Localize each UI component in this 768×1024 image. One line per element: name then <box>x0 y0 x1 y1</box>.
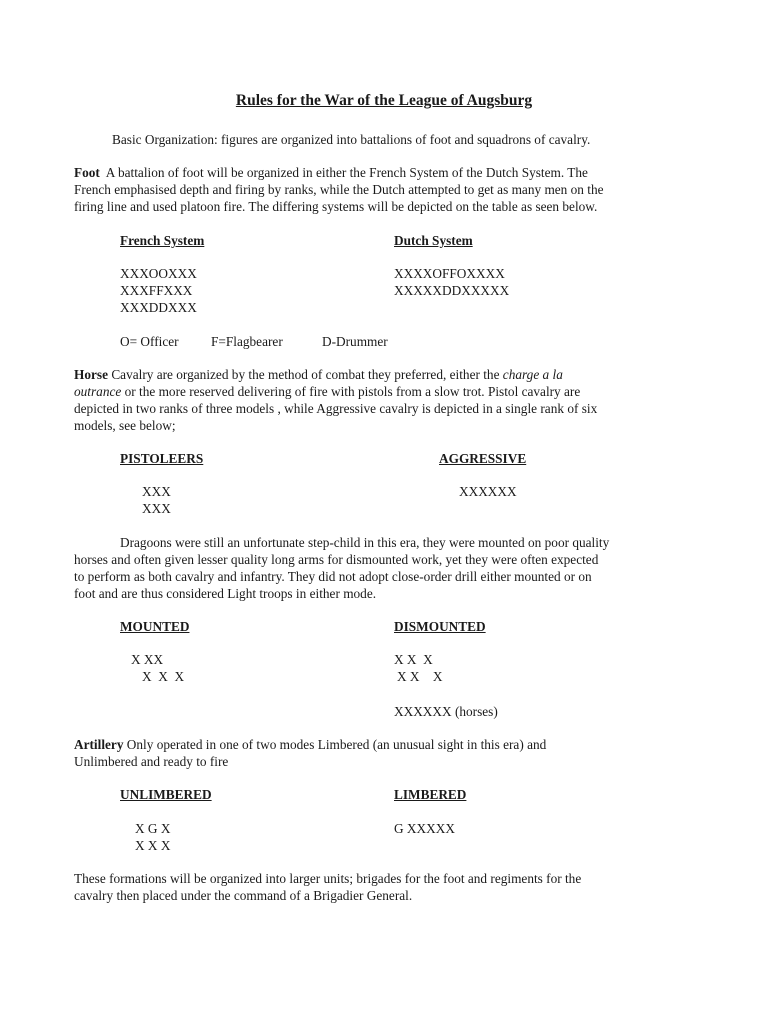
limbered-row-1: G XXXXX <box>394 821 455 836</box>
dutch-row-1: XXXXOFFOXXXX <box>394 266 505 281</box>
mounted-label: MOUNTED <box>120 619 190 634</box>
dragoons-paragraph-line-2: horses and often given lesser quality long arms for dismounted work, yet they were often expected <box>74 552 599 567</box>
dragoons-paragraph-line-1: Dragoons were still an unfortunate step-child in this era, they were mounted on poor quality <box>120 535 610 550</box>
foot-heading: Foot <box>74 165 100 180</box>
aggressive-row-1: XXXXXX <box>459 484 517 499</box>
artillery-heading: Artillery <box>74 737 124 752</box>
aggressive-label: AGGRESSIVE <box>439 451 527 466</box>
mounted-row-1: X XX <box>131 652 164 667</box>
closing-paragraph-line-1: These formations will be organized into larger units; brigades for the foot and regiments for the <box>74 871 582 886</box>
closing-paragraph-line-2: cavalry then placed under the command of a Brigadier General. <box>74 888 413 903</box>
dragoons-paragraph-line-4: foot and are thus considered Light troops in either mode. <box>74 586 377 601</box>
legend-drummer: D-Drummer <box>322 334 388 349</box>
foot-paragraph-line-2: French emphasised depth and firing by ranks, while the Dutch attempted to get as many men on the <box>74 182 604 197</box>
artillery-paragraph-line-1: Artillery Only operated in one of two modes Limbered (an unusual sight in this era) and <box>74 737 547 752</box>
intro-paragraph: Basic Organization: figures are organized into battalions of foot and squadrons of cavalry. <box>112 132 591 147</box>
limbered-label: LIMBERED <box>394 787 467 802</box>
dragoons-paragraph-line-3: to perform as both cavalry and infantry. They did not adopt close-order drill either mounted or on <box>74 569 592 584</box>
french-row-1: XXXOOXXX <box>120 266 197 281</box>
unlimbered-row-1: X G X <box>135 821 171 836</box>
pistoleers-label: PISTOLEERS <box>120 451 204 466</box>
document-title: Rules for the War of the League of Augsburg <box>235 92 533 109</box>
legend-flagbearer: F=Flagbearer <box>211 334 283 349</box>
horse-paragraph-line-2: outrance or the more reserved delivering of fire with pistols from a slow trot. Pistol cavalry are <box>74 384 581 399</box>
dismounted-label: DISMOUNTED <box>394 619 486 634</box>
pistoleers-row-1: XXX <box>142 484 171 499</box>
pistoleers-row-2: XXX <box>142 501 171 516</box>
horse-heading: Horse <box>74 367 108 382</box>
horse-paragraph-line-1: Horse Cavalry are organized by the method of combat they preferred, either the charge a la <box>74 367 563 382</box>
dismounted-row-1: X X X <box>394 652 433 667</box>
dutch-system-label: Dutch System <box>394 233 473 248</box>
horse-paragraph-line-4: models, see below; <box>74 418 176 433</box>
unlimbered-label: UNLIMBERED <box>120 787 212 802</box>
foot-paragraph-line-1: Foot A battalion of foot will be organized in either the French System of the Dutch System. The <box>74 165 588 180</box>
dismounted-horses: XXXXXX (horses) <box>394 704 498 719</box>
horse-paragraph-line-3: depicted in two ranks of three models , while Aggressive cavalry is depicted in a single rank of six <box>74 401 598 416</box>
artillery-paragraph-line-2: Unlimbered and ready to fire <box>74 754 229 769</box>
french-row-2: XXXFFXXX <box>120 283 193 298</box>
foot-paragraph-line-3: firing line and used platoon fire. The differing systems will be depicted on the table as seen below. <box>74 199 598 214</box>
french-row-3: XXXDDXXX <box>120 300 197 315</box>
dismounted-row-2: X X X <box>397 669 443 684</box>
unlimbered-row-2: X X X <box>135 838 171 853</box>
french-system-label: French System <box>120 233 205 248</box>
legend-officer: O= Officer <box>120 334 179 349</box>
dutch-row-2: XXXXXDDXXXXX <box>394 283 510 298</box>
mounted-row-2: X X X <box>142 669 185 684</box>
